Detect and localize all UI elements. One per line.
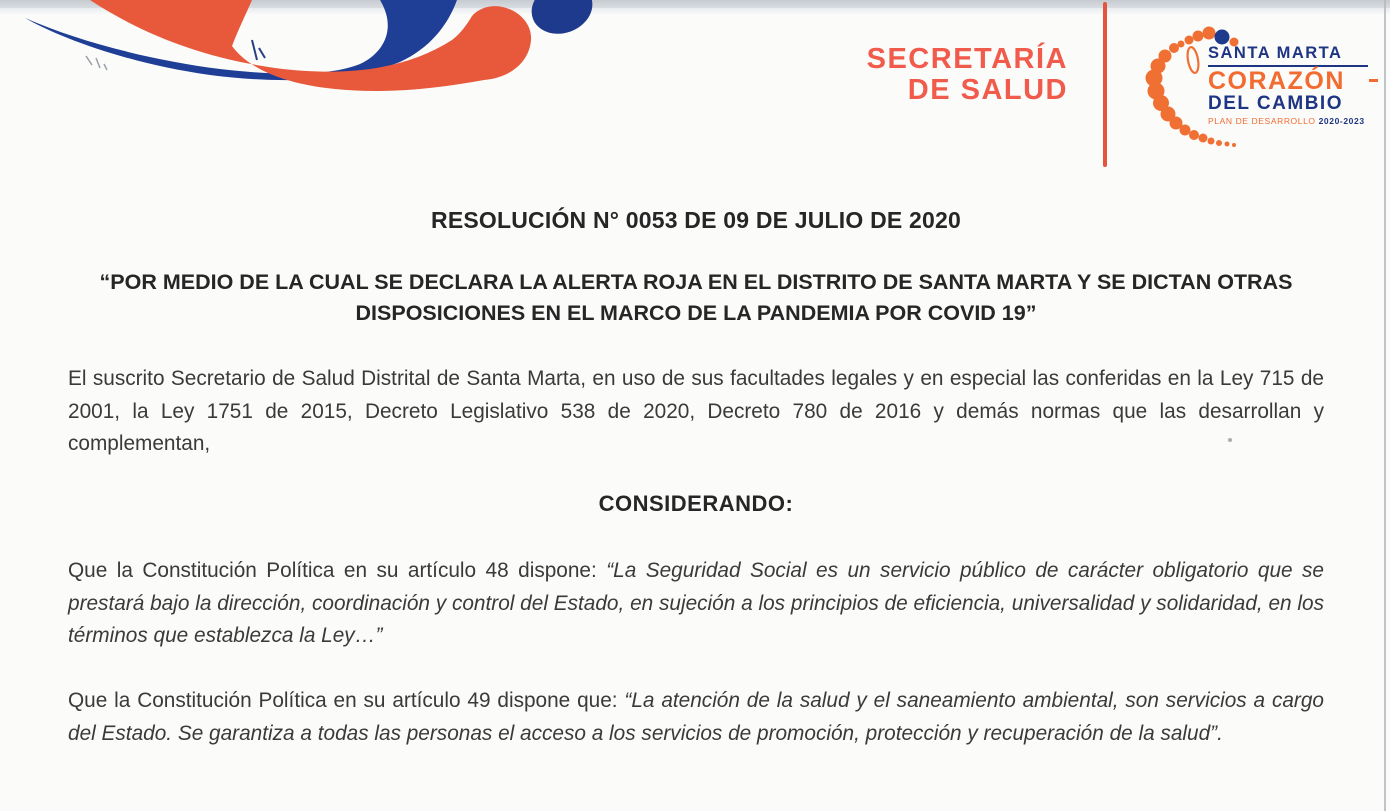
intro-paragraph: El suscrito Secretario de Salud Distrital de Santa Marta, en uso de sus facultades legales y en especial las conferidas en la Ley 715 de 2001, la Ley 1751 de 2015, Decreto Legislativo 538 de 2020, Decreto 780 de 2016 y demás normas que las desarrollan y complementan,: [68, 367, 1324, 455]
considerando-heading: CONSIDERANDO:: [598, 491, 794, 516]
article-48-paragraph: [68, 555, 1324, 653]
article-48-lead: Que la Constitución Política en su artículo 48 dispone:: [68, 559, 607, 582]
navy-dot: [1215, 30, 1230, 45]
logo-city: SANTA MARTA: [1208, 44, 1368, 67]
logo-dash: [1369, 79, 1378, 82]
org-title-line2: DE SALUD: [907, 74, 1068, 106]
heart-lobe-outline: [1186, 46, 1200, 73]
logo-plan-line: [1208, 116, 1368, 126]
santa-marta-logo: [1128, 6, 1368, 151]
article-48-quote: “La Seguridad Social es un servicio público de carácter obligatorio que se prestará bajo la dirección, coordinación y control del Estado, en sujeción a los principios de eficiencia, universalidad y solidaridad, en los términos que establezca la Ley…”: [68, 559, 1324, 647]
logo-plan-years: 2020-2023: [1318, 116, 1365, 126]
org-title: [700, 44, 1068, 106]
article-49-lead: Que la Constitución Política en su artículo 49 dispone que:: [68, 689, 625, 712]
swoosh-navy-blob: [524, 0, 599, 42]
logo-plan-label: PLAN DE DESARROLLO: [1208, 116, 1316, 126]
header-divider: [1103, 2, 1107, 167]
resolution-subtitle: “POR MEDIO DE LA CUAL SE DECLARA LA ALERTA ROJA EN EL DISTRITO DE SANTA MARTA Y SE DICTAN OTRAS DISPOSICIONES EN EL MARCO DE LA PANDEMIA POR COVID 19”: [99, 270, 1293, 325]
org-title-line1: SECRETARÍA: [866, 43, 1068, 75]
article-49-paragraph: [68, 685, 1324, 750]
article-49-quote: “La atención de la salud y el saneamiento ambiental, son servicios a cargo del Estado. Se garantiza a todas las personas el acceso a los servicios de promoción, protección y recuperación de la salud”.: [68, 689, 1324, 745]
resolution-title: RESOLUCIÓN N° 0053 DE 09 DE JULIO DE 2020: [431, 207, 961, 233]
logo-slogan-line2: DEL CAMBIO: [1208, 93, 1343, 114]
swoosh-orange-ribbon: [90, 0, 531, 91]
pen-mark: [252, 40, 265, 60]
scan-edge-right: [1384, 0, 1386, 811]
pencil-mark: [86, 56, 107, 70]
logo-slogan1-label: CORAZÓN: [1208, 67, 1345, 95]
logo-text: [1208, 44, 1368, 126]
swoosh-graphic: [0, 0, 650, 130]
logo-slogan-line1: [1208, 68, 1368, 94]
